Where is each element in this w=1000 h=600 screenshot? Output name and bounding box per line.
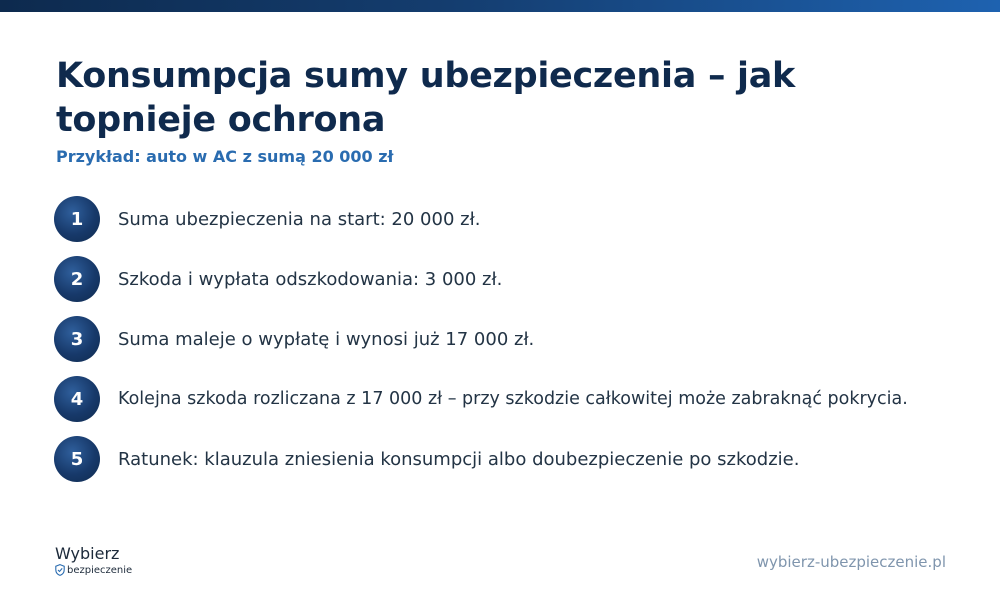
step-number-badge: 3	[54, 316, 100, 362]
top-accent-bar	[0, 0, 1000, 12]
step-item	[54, 316, 984, 362]
step-number-badge: 4	[54, 376, 100, 422]
step-text: Kolejna szkoda rozliczana z 17 000 zł – przy szkodzie całkowitej może zabraknąć pokrycia.	[118, 389, 908, 409]
slide-subtitle: Przykład: auto w AC z sumą 20 000 zł	[56, 147, 394, 166]
step-number-badge: 5	[54, 436, 100, 482]
step-number-badge: 2	[54, 256, 100, 302]
step-item	[54, 436, 984, 482]
step-item	[54, 376, 984, 422]
logo-word: Wybierz	[55, 544, 120, 563]
shield-check-icon	[55, 564, 65, 576]
step-text: Suma ubezpieczenia na start: 20 000 zł.	[118, 208, 481, 230]
brand-logo	[55, 545, 132, 576]
step-item	[54, 196, 984, 242]
logo-subword: bezpieczenie	[67, 564, 133, 576]
step-text: Ratunek: klauzula zniesienia konsumpcji albo doubezpieczenie po szkodzie.	[118, 448, 800, 470]
footer-website-url: wybierz-ubezpieczenie.pl	[756, 553, 946, 571]
slide-title: Konsumpcja sumy ubezpieczenia – jak topnieje ochrona	[56, 56, 796, 140]
step-number-badge: 1	[54, 196, 100, 242]
logo-sub-row	[55, 564, 132, 576]
steps-list	[54, 196, 984, 496]
step-text: Suma maleje o wypłatę i wynosi już 17 000 zł.	[118, 328, 535, 350]
step-item	[54, 256, 984, 302]
step-text: Szkoda i wypłata odszkodowania: 3 000 zł.	[118, 268, 503, 290]
